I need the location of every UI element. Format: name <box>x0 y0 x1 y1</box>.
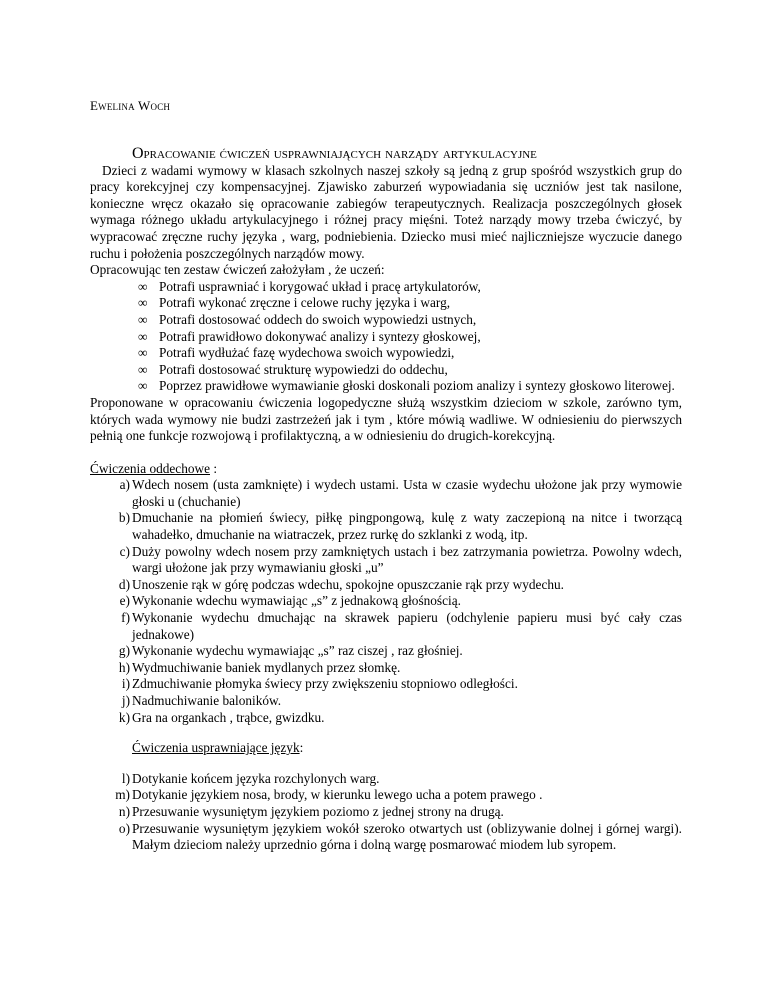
exercise-marker: c) <box>119 543 130 559</box>
infinity-bullet-icon: ∞ <box>138 311 148 327</box>
exercise-text: Dotykanie końcem języka rozchylonych warg. <box>132 770 380 786</box>
exercise-text: Unoszenie rąk w górę podczas wdechu, spokojne opuszczanie rąk przy wydechu. <box>132 576 564 592</box>
exercise-item <box>116 804 682 821</box>
exercise-item <box>116 643 682 660</box>
goal-text: Potrafi dostosować oddech do swoich wypowiedzi ustnych, <box>159 311 477 327</box>
exercise-text: Wydmuchiwanie baniek mydlanych przez słomkę. <box>132 659 401 675</box>
exercise-text: Gra na organkach , trąbce, gwizdku. <box>132 709 325 725</box>
exercise-item <box>116 660 682 677</box>
breathing-heading <box>90 461 682 478</box>
exercise-text: Nadmuchiwanie baloników. <box>132 693 282 708</box>
exercise-item <box>116 676 682 693</box>
exercise-text: Wykonanie wdechu wymawiając „s” z jednakową głośnością. <box>132 593 461 609</box>
exercise-marker: g) <box>118 643 130 659</box>
exercise-text: Przesuwanie wysuniętym językiem poziomo z jednej strony na drugą. <box>132 803 504 819</box>
goal-text: Potrafi prawidłowo dokonywać analizy i syntezy głoskowej, <box>159 328 481 344</box>
exercise-marker: e) <box>119 593 130 609</box>
goal-item <box>138 312 682 329</box>
exercise-marker: f) <box>121 610 130 626</box>
goal-item <box>138 378 682 395</box>
exercise-marker: h) <box>118 659 130 675</box>
infinity-bullet-icon: ∞ <box>138 361 148 377</box>
breathing-heading-text: Ćwiczenia oddechowe <box>90 460 210 476</box>
exercise-item <box>116 771 682 788</box>
exercise-marker: i) <box>121 676 130 692</box>
exercise-marker: d) <box>118 576 130 592</box>
goal-text: Potrafi dostosować strukturę wypowiedzi do oddechu, <box>159 361 448 377</box>
infinity-bullet-icon: ∞ <box>138 295 148 311</box>
breathing-heading-suffix: : <box>210 460 218 476</box>
tongue-heading-text: Ćwiczenia usprawniające język <box>132 740 300 756</box>
breathing-exercises-list <box>90 477 682 726</box>
exercise-item <box>116 477 682 510</box>
exercise-text: Wykonanie wydechu dmuchając na skrawek papieru (odchylenie papieru musi być cały czas jednakowe) <box>132 610 682 642</box>
exercise-item <box>116 821 682 854</box>
exercise-text: Duży powolny wdech nosem przy zamkniętych ustach i bez zatrzymania powietrza. Powolny wdech, wargi ułożone jak przy wymawianiu głoski „u” <box>132 543 682 576</box>
exercise-text: Wykonanie wydechu wymawiając „s” raz ciszej , raz głośniej. <box>132 643 463 659</box>
exercise-marker: k) <box>118 709 130 725</box>
exercise-text: Przesuwanie wysuniętym językiem wokół szeroko otwartych ust (oblizywanie dolnej i górnej wargi). Małym dzieciom należy uprzednio górna i dolną wargę posmarować miodem lub syropem. <box>132 820 682 853</box>
exercise-marker: j) <box>121 693 130 708</box>
exercise-item <box>116 693 682 710</box>
exercise-item <box>116 710 682 727</box>
goal-item <box>138 362 682 379</box>
author-name: Ewelina Woch <box>90 98 171 113</box>
goal-item <box>138 329 682 346</box>
exercise-text: Dotykanie językiem nosa, brody, w kierunku lewego ucha a potem prawego . <box>132 787 543 803</box>
exercise-item <box>116 577 682 594</box>
document-title: Opracowanie ćwiczeń usprawniających narządy artykulacyjne <box>132 144 537 162</box>
tongue-heading-suffix: : <box>299 740 304 756</box>
tongue-heading <box>132 740 682 757</box>
exercise-item <box>116 593 682 610</box>
exercise-marker: a) <box>119 477 130 493</box>
goals-list <box>90 279 682 395</box>
exercise-text: Wdech nosem (usta zamknięte) i wydech ustami. Usta w czasie wydechu ułożone jak przy wymowie głoski u (chuchanie) <box>132 477 682 509</box>
goals-intro: Opracowując ten zestaw ćwiczeń założyłam , że uczeń: <box>90 262 385 278</box>
summary-paragraph: Proponowane w opracowaniu ćwiczenia logopedyczne służą wszystkim dzieciom w szkole, zarówno tym, których wada wymowy nie budzi zastrzeżeń jak i tym , które mówią wadliwe. W odniesieniu do pierwszych pełnią one funkcje rozwojową i profilaktyczną, a w odniesieniu do drugich-korekcyjną. <box>90 394 682 444</box>
goal-item <box>138 279 682 296</box>
exercise-text: Dmuchanie na płomień świecy, piłkę pingpongową, kulę z waty zaczepioną na nitce i tworzącą wahadełko, dmuchanie na wiatraczek, przez rurkę do szklanki z wodą, itp. <box>132 510 682 543</box>
goal-text: Potrafi usprawniać i korygować układ i pracę artykulatorów, <box>159 278 481 294</box>
exercise-item <box>116 544 682 577</box>
goal-item <box>138 345 682 362</box>
exercise-item <box>116 510 682 543</box>
exercise-marker: m) <box>115 787 130 803</box>
exercise-text: Zdmuchiwanie płomyka świecy przy zwiększeniu stopniowo odległości. <box>132 676 518 692</box>
exercise-item <box>116 787 682 804</box>
goal-item <box>138 295 682 312</box>
infinity-bullet-icon: ∞ <box>138 345 148 361</box>
goal-text: Poprzez prawidłowe wymawianie głoski doskonali poziom analizy i syntezy głoskowo literowej. <box>159 378 675 394</box>
intro-paragraph: Dzieci z wadami wymowy w klasach szkolnych naszej szkoły są jedną z grup spośród wszystkich grup do pracy korekcyjnej czy kompensacyjnej. Zjawisko zaburzeń wypowiadania się uczniów jest tak nasilone, konieczne wręcz okazało się opracowanie zabiegów terapeutycznych. Realizacja poszczególnych głosek wymaga różnego układu artykulacyjnego i różnej pracy mięśni. Toteż narządy mowy trzeba ćwiczyć, by wypracować zręczne ruchy języka , warg, podniebienia. Dziecko musi mieć najliczniejsze wyczucie danego ruchu i położenia poszczególnych narządów mowy. <box>90 162 682 261</box>
exercise-marker: n) <box>118 803 130 819</box>
exercise-marker: b) <box>118 510 130 526</box>
exercise-item <box>116 610 682 643</box>
exercise-marker: o) <box>118 820 130 836</box>
infinity-bullet-icon: ∞ <box>138 278 148 294</box>
document-page <box>90 98 682 854</box>
tongue-exercises-list <box>90 771 682 854</box>
infinity-bullet-icon: ∞ <box>138 328 148 344</box>
infinity-bullet-icon: ∞ <box>138 378 148 394</box>
goal-text: Potrafi wykonać zręczne i celowe ruchy języka i warg, <box>159 295 451 311</box>
goal-text: Potrafi wydłużać fazę wydechowa swoich wypowiedzi, <box>159 345 455 361</box>
exercise-marker: l) <box>121 770 130 786</box>
